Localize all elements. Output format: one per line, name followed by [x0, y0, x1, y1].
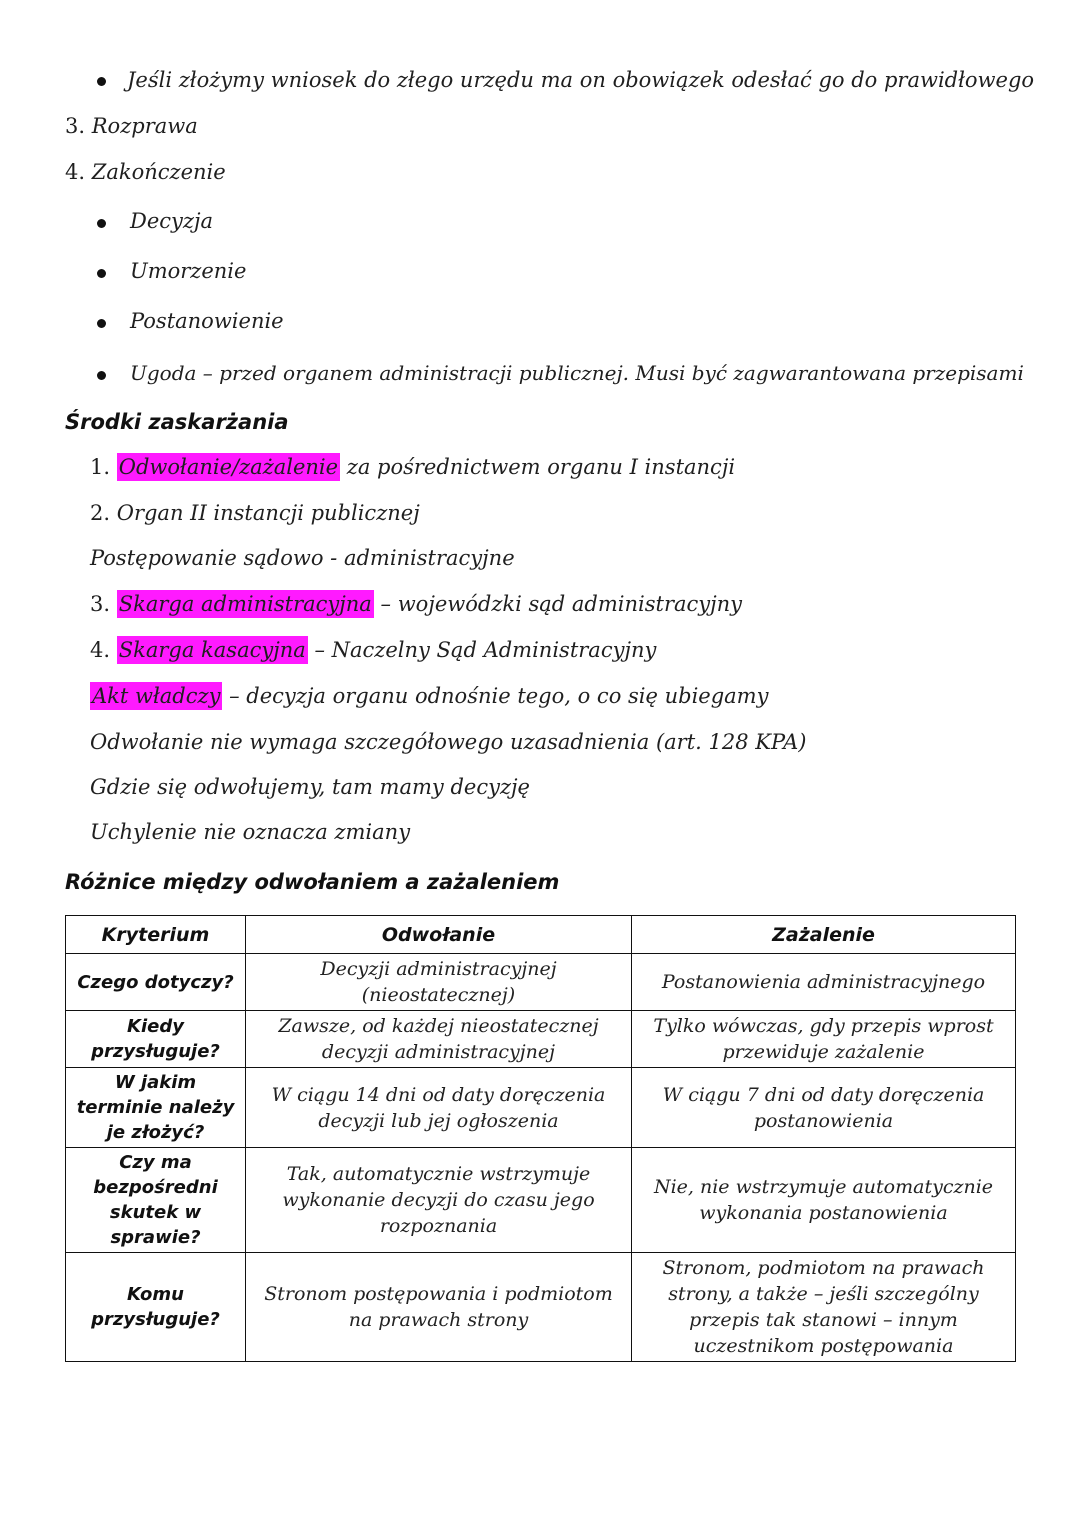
list-number: 3. — [90, 592, 111, 616]
list-item-label: Rozprawa — [91, 114, 198, 138]
paragraph — [90, 684, 768, 708]
table-row — [66, 954, 1016, 1011]
list-item — [65, 114, 198, 138]
list-item: Jeśli złożymy wniosek do złego urzędu ma on obowiązek odesłać go do prawidłowego — [127, 68, 1035, 92]
list-item-text: – Naczelny Sąd Administracyjny — [307, 638, 657, 662]
list-item-text: Organ II instancji publicznej — [116, 501, 420, 525]
paragraph: Odwołanie nie wymaga szczegółowego uzasadnienia (art. 128 KPA) — [90, 730, 807, 754]
list-number: 4. — [65, 160, 86, 184]
table-cell: Tak, automatycznie wstrzymuje wykonanie decyzji do czasu jego rozpoznania — [246, 1148, 632, 1253]
list-item — [65, 160, 226, 184]
table-cell: Czy ma bezpośredni skutek w sprawie? — [66, 1148, 246, 1253]
highlighted-term: Skarga administracyjna — [118, 592, 372, 616]
list-item: Umorzenie — [130, 259, 247, 283]
table-header: Zażalenie — [632, 916, 1016, 954]
list-number: 3. — [65, 114, 86, 138]
bullet-dot — [97, 77, 106, 86]
table-header: Kryterium — [66, 916, 246, 954]
list-item — [90, 455, 735, 479]
list-number: 1. — [90, 455, 111, 479]
bullet-dot — [97, 269, 106, 278]
comparison-table — [65, 915, 1016, 1362]
section-heading: Różnice między odwołaniem a zażaleniem — [65, 870, 560, 894]
list-number: 2. — [90, 501, 111, 525]
list-item — [90, 592, 742, 616]
table-row — [66, 1253, 1016, 1362]
table-cell: Czego dotyczy? — [66, 954, 246, 1011]
table-cell: Decyzji administracyjnej (nieostatecznej) — [246, 954, 632, 1011]
list-item: Ugoda – przed organem administracji publicznej. Musi być zagwarantowana przepisami — [130, 361, 1024, 385]
table-header: Odwołanie — [246, 916, 632, 954]
paragraph-text: – decyzja organu odnośnie tego, o co się ubiegamy — [222, 684, 769, 708]
list-item — [90, 638, 656, 662]
list-item — [90, 501, 420, 525]
bullet-dot — [97, 371, 106, 380]
table-cell: Nie, nie wstrzymuje automatycznie wykonania postanowienia — [632, 1148, 1016, 1253]
bullet-dot — [97, 219, 106, 228]
table-row — [66, 1148, 1016, 1253]
list-item-text: – wojewódzki sąd administracyjny — [373, 592, 743, 616]
paragraph: Uchylenie nie oznacza zmiany — [90, 820, 411, 844]
list-item: Decyzja — [130, 209, 213, 233]
table-cell: W ciągu 7 dni od daty doręczenia postanowienia — [632, 1068, 1016, 1148]
table-cell: Stronom postępowania i podmiotom na prawach strony — [246, 1253, 632, 1362]
highlighted-term: Skarga kasacyjna — [118, 638, 306, 662]
table-cell: Zawsze, od każdej nieostatecznej decyzji administracyjnej — [246, 1011, 632, 1068]
table-cell: Tylko wówczas, gdy przepis wprost przewiduje zażalenie — [632, 1011, 1016, 1068]
paragraph: Gdzie się odwołujemy, tam mamy decyzję — [90, 775, 530, 799]
table-cell: Stronom, podmiotom na prawach strony, a także – jeśli szczególny przepis tak stanowi – innym uczestnikom postępowania — [632, 1253, 1016, 1362]
table-row — [66, 1011, 1016, 1068]
highlighted-term: Odwołanie/zażalenie — [118, 455, 339, 479]
table-row — [66, 1068, 1016, 1148]
table-cell: Postanowienia administracyjnego — [632, 954, 1016, 1011]
list-item-text: za pośrednictwem organu I instancji — [340, 455, 736, 479]
table-header-row — [66, 916, 1016, 954]
table-cell: W ciągu 14 dni od daty doręczenia decyzji lub jej ogłoszenia — [246, 1068, 632, 1148]
list-item-label: Zakończenie — [91, 160, 226, 184]
highlighted-term: Akt władczy — [92, 684, 221, 708]
list-number: 4. — [90, 638, 111, 662]
paragraph: Postępowanie sądowo - administracyjne — [90, 546, 515, 570]
section-heading: Środki zaskarżania — [65, 410, 289, 434]
bullet-dot — [97, 319, 106, 328]
table-cell: Komu przysługuje? — [66, 1253, 246, 1362]
list-item: Postanowienie — [130, 309, 284, 333]
table-cell: W jakim terminie należy je złożyć? — [66, 1068, 246, 1148]
table-cell: Kiedy przysługuje? — [66, 1011, 246, 1068]
